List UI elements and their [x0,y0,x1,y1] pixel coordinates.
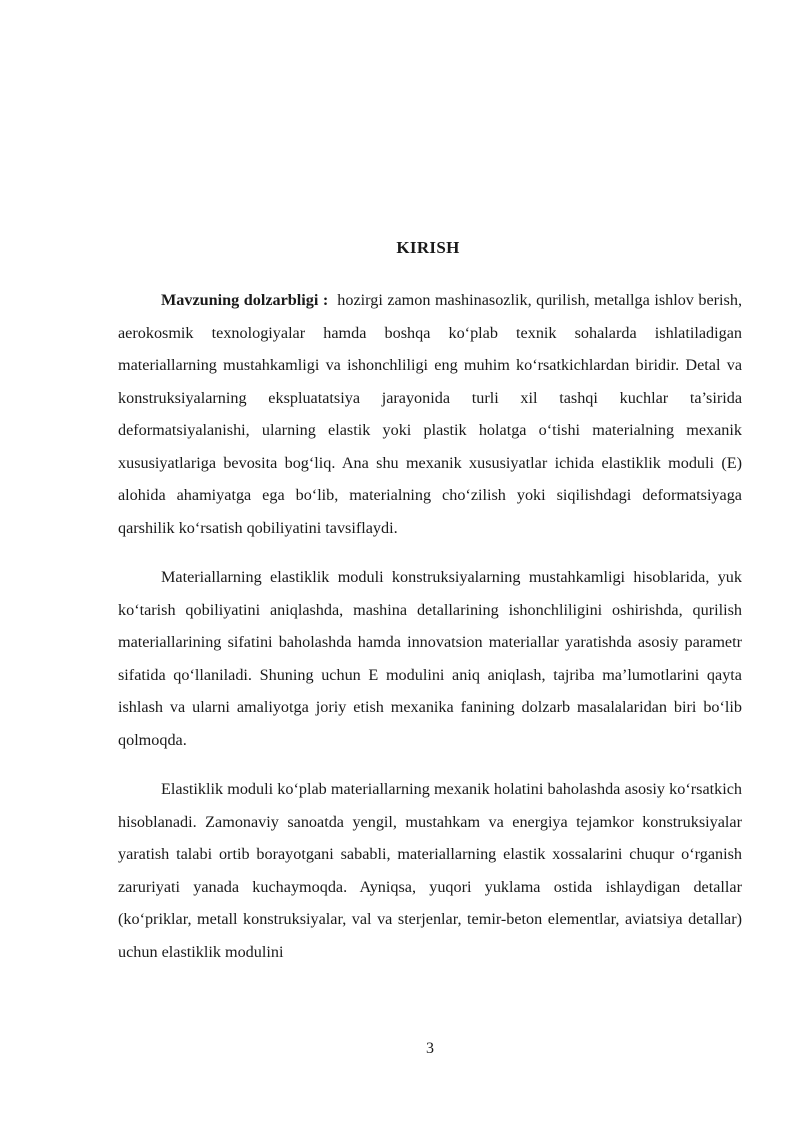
document-body [118,284,742,968]
paragraph-lead: Mavzuning dolzarbligi : [161,291,329,309]
paragraph-text: hozirgi zamon mashinasozlik, qurilish, metallga ishlov berish, aerokosmik texnologiyalar hamda boshqa ko‘plab texnik sohalarda ishlatiladigan materiallarning mustahkamligi va ishonchliligi eng muhim ko‘rsatkichlardan biridir. Detal va konstruksiyalarning ekspluatatsiya jarayonida turli xil tashqi kuchlar ta’sirida deformatsiyalanishi, ularning elastik yoki plastik holatga o‘tishi materialning mexanik xususiyatlariga bevosita bog‘liq. Ana shu mexanik xususiyatlar ichida elastiklik moduli (E) alohida ahamiyatga ega bo‘lib, materialning cho‘zilish yoki siqilishdagi deformatsiyaga qarshilik ko‘rsatish qobiliyatini tavsiflaydi. [118,291,742,537]
page-number: 3 [426,1040,434,1057]
paragraph-2 [118,561,742,756]
paragraph-text: Elastiklik moduli ko‘plab materiallarning mexanik holatini baholashda asosiy ko‘rsatkich hisoblanadi. Zamonaviy sanoatda yengil, mustahkam va energiya tejamkor konstruksiyalar yaratish talabi ortib borayotgani sababli, materiallarning elastik xossalarini chuqur o‘rganish zaruriyati yanada kuchaymoqda. Ayniqsa, yuqori yuklama ostida ishlaydigan detallar (ko‘priklar, metall konstruksiyalar, val va sterjenlar, temir-beton elementlar, aviatsiya detallar) uchun elastiklik modulini [118,780,742,961]
page-title: KIRISH [396,238,460,257]
paragraph-text: Materiallarning elastiklik moduli konstruksiyalarning mustahkamligi hisoblarida, yuk ko‘tarish qobiliyatini aniqlashda, mashina detallarining ishonchliligini oshirishda, qurilish materiallarining sifatini baholashda hamda innovatsion materiallar yaratishda asosiy parametr sifatida qo‘llaniladi. Shuning uchun E modulini aniq aniqlash, tajriba ma’lumotlarini qayta ishlash va ularni amaliyotga joriy etish mexanika fanining dolzarb masalalaridan biri bo‘lib qolmoqda. [118,568,742,749]
paragraph-1 [118,284,742,544]
paragraph-3 [118,773,742,968]
